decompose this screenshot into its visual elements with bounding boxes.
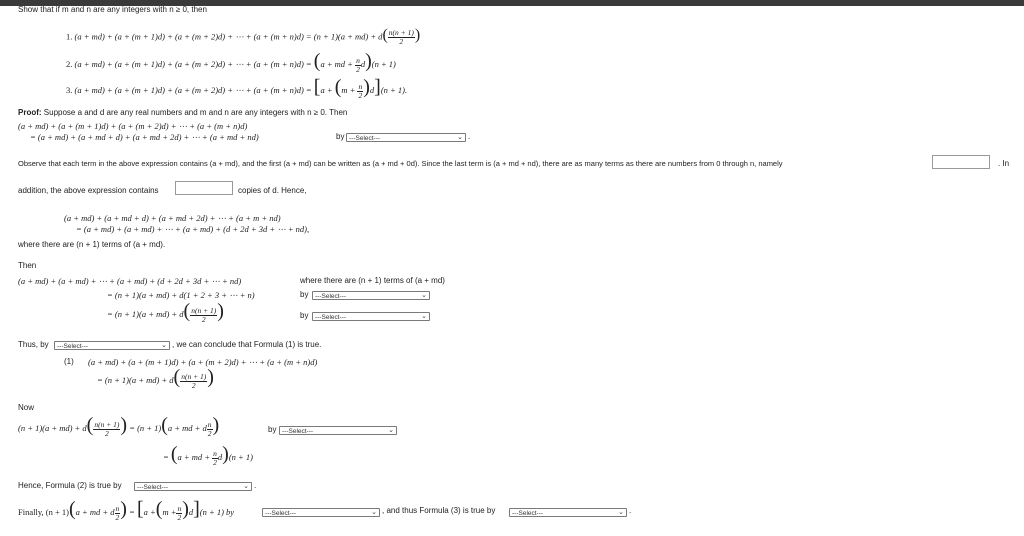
formula-3: 3. (a + md) + (a + (m + 1)d) + (a + (m + 2)d) + ⋯ + (a + (m + n)d) = [a + (m + $\frac{n}{2}$ )d](n + 1). <box>66 76 408 100</box>
select-step-6[interactable]: ---Select--- ⌄ <box>134 482 252 491</box>
select-step-7[interactable]: ---Select--- ⌄ <box>262 508 380 517</box>
by-label-2: by <box>300 290 309 299</box>
select-step-4[interactable]: ---Select--- ⌄ <box>54 341 170 350</box>
problem-statement: Show that if m and n are any integers with n ≥ 0, then <box>18 5 207 14</box>
by-label: by <box>336 132 345 141</box>
observe-end: . In <box>998 159 1010 168</box>
thus-label: Thus, by <box>18 340 49 349</box>
sum-line-1: (a + md) + (a + md) + ⋯ + (a + md) + (d + 2d + 3d + ⋯ + nd) <box>18 276 242 286</box>
sum-line-2: = (n + 1)(a + md) + d(1 + 2 + 3 + ⋯ + n) <box>107 290 255 300</box>
finally-line: Finally, (n + 1)(a + md + d $\frac{n}{2}$ ) = [a +(m + $\frac{n}{2}$ )d](n + 1) by <box>18 498 235 522</box>
proof-intro: Proof: Suppose a and d are any real numbers and m and n are any integers with n ≥ 0. Then <box>18 108 348 117</box>
finally-tail: , and thus Formula (3) is true by <box>382 506 496 515</box>
now-line-1: (n + 1)(a + md) + d( $\frac{n(n + 1)}{2}$ ) = (n + 1)(a + md + d $\frac{n}{2}$ ) <box>18 414 220 438</box>
input-term-count[interactable] <box>932 155 990 169</box>
formula-2: 2. (a + md) + (a + (m + 1)d) + (a + (m + 2)d) + ⋯ + (a + (m + n)d) = (a + md + $\frac{n}{2}$ d)(n + 1) <box>66 50 396 74</box>
where-text: where there are (n + 1) terms of (a + md). <box>18 240 166 249</box>
period-3: . <box>629 506 632 515</box>
copies-text: copies of d. Hence, <box>238 186 307 195</box>
period-2: . <box>254 481 257 490</box>
input-copies-count[interactable] <box>175 181 233 195</box>
observe-text: Observe that each term in the above expression contains (a + md), and the first (a + md) can be written as (a + md + 0d). Since the last term is (a + md + nd), there are as many terms as there are numbers from 0 through n, namely <box>18 159 783 168</box>
by-label-5: by <box>268 425 277 434</box>
now-line-2: = (a + md + $\frac{n}{2}$ d)(n + 1) <box>163 443 253 467</box>
select-step-1[interactable]: ---Select--- ⌄ <box>346 133 466 142</box>
formula-1: 1. (a + md) + (a + (m + 1)d) + (a + (m + 2)d) + ⋯ + (a + (m + n)d) = (n + 1)(a + md) + d( $\frac{n(n + 1)}{2}$ ) <box>66 26 421 46</box>
then-label: Then <box>18 261 37 270</box>
now-label: Now <box>18 403 35 412</box>
conclusion-line-1: (a + md) + (a + (m + 1)d) + (a + (m + 2)d) + ⋯ + (a + (m + n)d) <box>88 357 318 367</box>
proof-line-1: (a + md) + (a + (m + 1)d) + (a + (m + 2)d) + ⋯ + (a + (m + n)d) <box>18 121 248 131</box>
hence-line-1: (a + md) + (a + md + d) + (a + md + 2d) + ⋯ + (a + m + nd) <box>64 213 281 223</box>
select-step-3[interactable]: ---Select--- ⌄ <box>312 312 430 321</box>
conclusion-line-2: = (n + 1)(a + md) + d( $\frac{n(n + 1)}{2}$ ) <box>97 366 214 390</box>
sum-where: where there are (n + 1) terms of (a + md) <box>300 276 445 285</box>
addition-text: addition, the above expression contains <box>18 186 159 195</box>
hence-formula-2: Hence, Formula (2) is true by <box>18 481 122 490</box>
select-step-8[interactable]: ---Select--- ⌄ <box>509 508 627 517</box>
proof-line-2: = (a + md) + (a + md + d) + (a + md + 2d) + ⋯ + (a + md + nd) <box>30 132 259 142</box>
select-step-2[interactable]: ---Select--- ⌄ <box>312 291 430 300</box>
by-label-3: by <box>300 311 309 320</box>
thus-text: , we can conclude that Formula (1) is true. <box>172 340 322 349</box>
formula-1-label: (1) <box>64 357 74 366</box>
select-step-5[interactable]: ---Select--- ⌄ <box>279 426 397 435</box>
hence-line-2: = (a + md) + (a + md) + ⋯ + (a + md) + (d + 2d + 3d + ⋯ + nd), <box>76 224 310 234</box>
period: . <box>468 132 471 141</box>
sum-line-3: = (n + 1)(a + md) + d( $\frac{n(n + 1)}{2}$ ) <box>107 300 224 324</box>
